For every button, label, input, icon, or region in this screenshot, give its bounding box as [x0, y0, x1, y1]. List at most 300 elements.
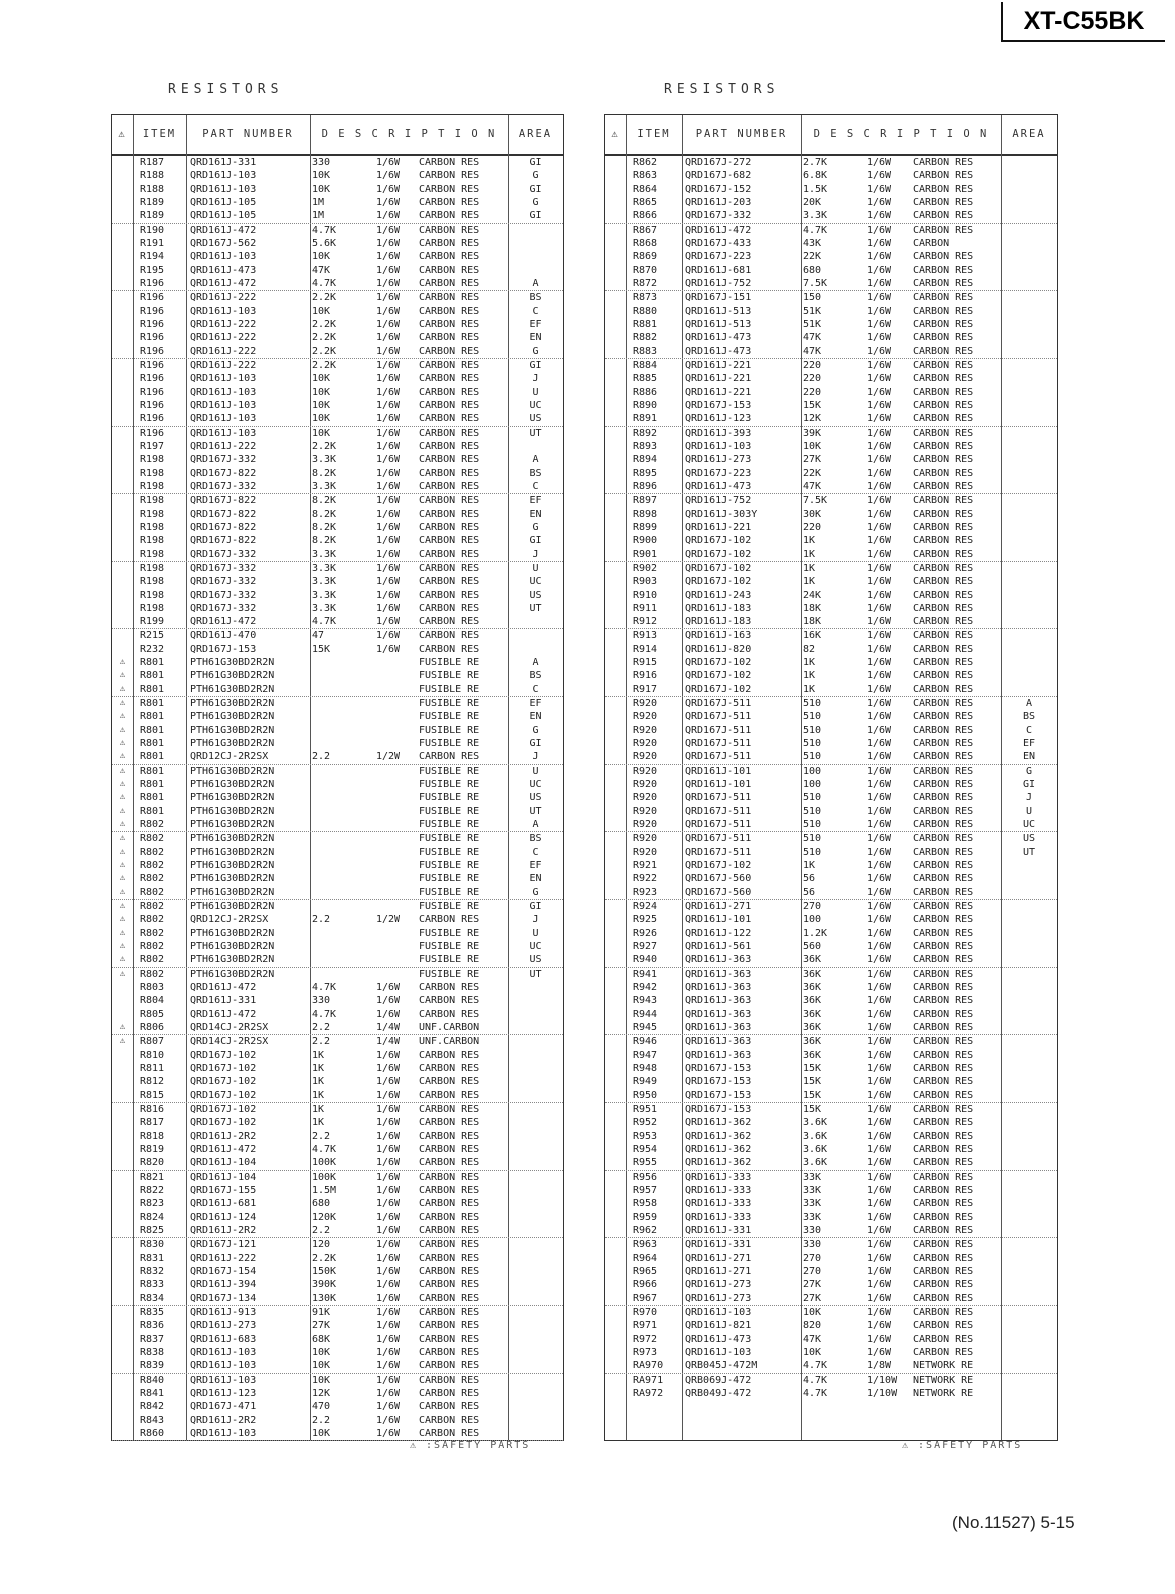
- power: 1/6W: [867, 413, 892, 425]
- power: 1/6W: [867, 480, 892, 492]
- table-row: [605, 412, 1057, 426]
- table-row: [605, 237, 1057, 250]
- value: 120: [312, 1239, 331, 1251]
- part-number: QRD161J-103: [685, 1346, 752, 1358]
- power: 1/6W: [376, 1198, 401, 1210]
- type: CARBON RES: [419, 1265, 480, 1277]
- part-number: QRD161J-222: [190, 1252, 257, 1264]
- power: 1/6W: [376, 562, 401, 574]
- part-number: QRD12CJ-2R2SX: [190, 914, 269, 926]
- part-number: QRD161J-362: [685, 1117, 752, 1129]
- area-code: J: [1025, 792, 1033, 804]
- part-number: QRD167J-822: [190, 467, 257, 479]
- value: 5.6K: [312, 237, 337, 249]
- table-row: [112, 1224, 563, 1238]
- value: 1K: [312, 1089, 325, 1101]
- safety-mark: ⚠: [119, 873, 126, 884]
- part-number: QRD161J-222: [190, 345, 257, 357]
- type: CARBON RES: [419, 359, 480, 371]
- part-number: QRD161J-472: [685, 224, 752, 236]
- type: CARBON RES: [419, 1198, 480, 1210]
- value: 510: [803, 711, 822, 723]
- value: 43K: [803, 237, 822, 249]
- part-number: QRD161J-331: [685, 1224, 752, 1236]
- table-row: [605, 818, 1057, 832]
- value: 10K: [312, 170, 331, 182]
- page-footer: (No.11527) 5-15: [952, 1513, 1075, 1532]
- item-ref: R948: [633, 1062, 658, 1074]
- value: 1K: [803, 562, 816, 574]
- table-row: [112, 968, 563, 981]
- table-row: [605, 291, 1057, 304]
- table-row: [605, 724, 1057, 737]
- part-number: QRD161J-221: [685, 386, 752, 398]
- item-ref: R920: [633, 833, 658, 845]
- value: 1K: [803, 535, 816, 547]
- table-row: [605, 1265, 1057, 1278]
- value: 10K: [312, 1346, 331, 1358]
- item-ref: R926: [633, 927, 658, 939]
- area-code: EF: [529, 860, 542, 872]
- item-ref: R802: [140, 846, 165, 858]
- part-number: QRD167J-511: [685, 698, 752, 710]
- type: CARBON RES: [913, 1171, 974, 1183]
- type: CARBON RES: [419, 318, 480, 330]
- type: FUSIBLE RE: [419, 846, 480, 858]
- table-row: [112, 1197, 563, 1210]
- type: FUSIBLE RE: [419, 792, 480, 804]
- power: 1/6W: [376, 399, 401, 411]
- area-code: UT: [1022, 846, 1036, 858]
- table-row: [605, 427, 1057, 440]
- power: 1/6W: [867, 386, 892, 398]
- part-number: QRD161J-473: [685, 480, 752, 492]
- value: 51K: [803, 318, 822, 330]
- area-code: UC: [529, 576, 542, 588]
- value: 3.6K: [803, 1157, 828, 1169]
- item-ref: R801: [140, 738, 165, 750]
- table-row: [605, 345, 1057, 359]
- item-ref: R196: [140, 292, 165, 304]
- value: 22K: [803, 467, 822, 479]
- power: 1/6W: [867, 1117, 892, 1129]
- item-ref: R922: [633, 873, 658, 885]
- table-row: [605, 1319, 1057, 1332]
- value: 27K: [803, 454, 822, 466]
- part-number: QRB045J-472M: [685, 1360, 758, 1372]
- value: 16K: [803, 630, 822, 642]
- table-row: [112, 710, 563, 723]
- item-ref: R913: [633, 630, 658, 642]
- type: CARBON RES: [913, 1306, 974, 1318]
- item-ref: R943: [633, 995, 658, 1007]
- type: FUSIBLE RE: [419, 657, 480, 669]
- power: 1/6W: [867, 860, 892, 872]
- item-ref: R840: [140, 1374, 165, 1386]
- power: 1/6W: [867, 724, 892, 736]
- item-ref: R920: [633, 846, 658, 858]
- item-ref: R801: [140, 698, 165, 710]
- value: 4.7K: [312, 616, 337, 628]
- table-row: [605, 548, 1057, 562]
- power: 1/6W: [867, 1184, 892, 1196]
- value: 18K: [803, 602, 822, 614]
- type: CARBON RES: [913, 860, 974, 872]
- value: 22K: [803, 251, 822, 263]
- type: CARBON RES: [913, 630, 974, 642]
- area-code: EF: [529, 495, 542, 507]
- power: 1/6W: [376, 576, 401, 588]
- area-code: EF: [529, 698, 542, 710]
- table-row: [112, 386, 563, 399]
- part-number: QRD161J-472: [190, 982, 257, 994]
- area-code: U: [532, 765, 539, 777]
- value: 15K: [803, 1076, 822, 1088]
- power: 1/6W: [867, 698, 892, 710]
- value: 8.2K: [312, 495, 337, 507]
- table-row: [605, 994, 1057, 1007]
- item-ref: R890: [633, 399, 658, 411]
- table-row: [605, 832, 1057, 845]
- type: CARBON RES: [913, 765, 974, 777]
- type: CARBON RES: [913, 576, 974, 588]
- part-number: QRD161J-103: [190, 413, 257, 425]
- item-ref: R197: [140, 440, 165, 452]
- value: 36K: [803, 1049, 822, 1061]
- item-ref: R900: [633, 535, 658, 547]
- area-code: US: [529, 954, 542, 966]
- power: 1/6W: [867, 779, 892, 791]
- type: CARBON RES: [913, 1076, 974, 1088]
- type: CARBON RES: [913, 886, 974, 898]
- item-ref: R195: [140, 264, 165, 276]
- item-ref: R198: [140, 562, 165, 574]
- area-code: A: [1025, 698, 1033, 710]
- part-number: QRD167J-121: [190, 1239, 257, 1251]
- value: 1.2K: [803, 927, 828, 939]
- power: 1/6W: [376, 196, 401, 208]
- item-ref: R802: [140, 886, 165, 898]
- value: 2.2: [312, 1022, 331, 1033]
- part-number: QRD167J-102: [685, 860, 752, 872]
- table-row: [112, 724, 563, 737]
- table-row: [112, 209, 563, 223]
- power: 1/6W: [376, 1306, 401, 1318]
- item-ref: R834: [140, 1292, 165, 1304]
- item-ref: R836: [140, 1320, 165, 1332]
- item-ref: R973: [633, 1346, 658, 1358]
- item-ref: R941: [633, 968, 658, 980]
- table-row: [112, 453, 563, 466]
- type: CARBON RES: [913, 751, 974, 763]
- value: 27K: [803, 1279, 822, 1291]
- part-number: PTH61G30BD2R2N: [190, 819, 275, 831]
- value: 4.7K: [803, 1374, 828, 1386]
- type: CARBON RES: [913, 1089, 974, 1101]
- item-ref: R801: [140, 779, 165, 791]
- power: 1/6W: [867, 982, 892, 994]
- power: 1/6W: [867, 495, 892, 507]
- table-row: [112, 1278, 563, 1291]
- item-ref: R954: [633, 1143, 658, 1155]
- part-number: QRD161J-513: [685, 305, 752, 317]
- safety-mark: ⚠: [119, 886, 126, 897]
- power: 1/6W: [867, 901, 892, 913]
- item-ref: R971: [633, 1320, 658, 1332]
- part-number: QRD167J-822: [190, 521, 257, 533]
- power: 1/6W: [376, 1089, 401, 1101]
- power: 1/6W: [867, 548, 892, 560]
- value: 100: [803, 779, 822, 791]
- item-ref: R198: [140, 467, 165, 479]
- value: 510: [803, 724, 822, 736]
- table-row: [112, 1116, 563, 1129]
- power: 1/6W: [867, 508, 892, 520]
- type: CARBON RES: [913, 495, 974, 507]
- item-ref: R958: [633, 1198, 658, 1210]
- part-number: QRD161J-122: [685, 927, 752, 939]
- power: 1/6W: [867, 1157, 892, 1169]
- table-row: [605, 372, 1057, 385]
- value: 4.7K: [803, 224, 828, 236]
- power: 1/6W: [376, 643, 401, 655]
- type: CARBON RES: [913, 480, 974, 492]
- power: 1/6W: [376, 589, 401, 601]
- type: CARBON RES: [913, 170, 974, 182]
- part-number: QRD161J-363: [685, 1008, 752, 1020]
- table-row: [112, 494, 563, 507]
- value: 10K: [312, 386, 331, 398]
- item-ref: R187: [140, 157, 165, 168]
- area-code: GI: [1022, 779, 1036, 791]
- area-code: BS: [1022, 711, 1036, 723]
- item-ref: R821: [140, 1171, 165, 1183]
- type: CARBON RES: [419, 1333, 480, 1345]
- type: CARBON RES: [913, 1346, 974, 1358]
- safety-parts-note-left: ⚠ :SAFETY PARTS: [410, 1440, 531, 1451]
- value: 4.7K: [803, 1387, 828, 1399]
- table-row: [112, 534, 563, 547]
- item-ref: R802: [140, 901, 165, 913]
- table-row: [605, 1387, 1057, 1400]
- value: 36K: [803, 995, 822, 1007]
- table-row: [112, 1062, 563, 1075]
- power: 1/6W: [867, 576, 892, 588]
- power: 1/6W: [867, 1239, 892, 1251]
- power: 1/6W: [376, 1279, 401, 1291]
- item-ref: R893: [633, 440, 658, 452]
- table-row: [605, 440, 1057, 453]
- power: 1/6W: [867, 427, 892, 439]
- type: CARBON RES: [419, 1252, 480, 1264]
- item-ref: R959: [633, 1211, 658, 1223]
- power: 1/6W: [376, 1346, 401, 1358]
- value: 100K: [312, 1157, 337, 1169]
- value: 8.2K: [312, 535, 337, 547]
- item-ref: R920: [633, 792, 658, 804]
- power: 1/6W: [867, 1333, 892, 1345]
- power: 1/6W: [867, 318, 892, 330]
- item-ref: R199: [140, 616, 165, 628]
- area-code: U: [532, 562, 539, 574]
- item-ref: R189: [140, 210, 165, 222]
- type: UNF.CARBON: [419, 1036, 480, 1048]
- part-number: QRD167J-153: [685, 1103, 752, 1115]
- part-number: QRD167J-511: [685, 751, 752, 763]
- type: CARBON RES: [913, 1320, 974, 1332]
- area-code: GI: [529, 157, 542, 168]
- part-number: QRD161J-472: [190, 277, 257, 289]
- power: 1/6W: [376, 630, 401, 642]
- table-row: [112, 1021, 563, 1035]
- item-ref: R860: [140, 1427, 165, 1439]
- area-code: G: [532, 345, 539, 357]
- value: 33K: [803, 1211, 822, 1223]
- part-number: PTH61G30BD2R2N: [190, 833, 275, 845]
- item-ref: R868: [633, 237, 658, 249]
- item-ref: R881: [633, 318, 658, 330]
- part-number: QRD167J-332: [190, 562, 257, 574]
- area-code: C: [532, 480, 539, 492]
- part-number: QRD167J-332: [190, 548, 257, 560]
- table-row: [605, 953, 1057, 967]
- table-row: [112, 1374, 563, 1387]
- table-row: [605, 1224, 1057, 1238]
- table-row: [605, 1333, 1057, 1346]
- power: 1/10W: [867, 1387, 898, 1399]
- type: CARBON RES: [419, 1184, 480, 1196]
- value: 1K: [803, 576, 816, 588]
- item-ref: R867: [633, 224, 658, 236]
- type: CARBON RES: [913, 305, 974, 317]
- item-ref: R869: [633, 251, 658, 263]
- value: 3.3K: [312, 576, 337, 588]
- value: 7.5K: [803, 277, 828, 289]
- area-column-header: AREA: [518, 128, 553, 140]
- type: CARBON RES: [419, 1103, 480, 1115]
- table-row: [605, 521, 1057, 534]
- table-row: [112, 224, 563, 237]
- value: 510: [803, 833, 822, 845]
- table-row: [605, 656, 1057, 669]
- power: 1/6W: [867, 332, 892, 344]
- value: 1K: [803, 548, 816, 560]
- item-ref: R801: [140, 683, 165, 695]
- table-row: [112, 359, 563, 372]
- type: CARBON RES: [913, 873, 974, 885]
- item-ref: R835: [140, 1306, 165, 1318]
- value: 2.2: [312, 914, 331, 926]
- item-ref: R896: [633, 480, 658, 492]
- power: 1/6W: [867, 805, 892, 817]
- table-row: [112, 1333, 563, 1346]
- type: CARBON RES: [913, 819, 974, 831]
- item-ref: R949: [633, 1076, 658, 1088]
- power: 1/6W: [376, 467, 401, 479]
- item-ref: R946: [633, 1036, 658, 1048]
- value: 4.7K: [312, 224, 337, 236]
- description-column-header: D E S C R I P T I O N: [321, 128, 497, 140]
- part-number: QRB069J-472: [685, 1374, 752, 1386]
- value: 56: [803, 873, 816, 885]
- type: CARBON RES: [419, 480, 480, 492]
- type: CARBON RES: [913, 698, 974, 710]
- part-number: QRD167J-433: [685, 237, 752, 249]
- area-code: US: [529, 792, 542, 804]
- table-row: [605, 710, 1057, 723]
- item-ref: R842: [140, 1401, 165, 1413]
- part-number: QRD161J-105: [190, 196, 257, 208]
- item-ref: R837: [140, 1333, 165, 1345]
- type: FUSIBLE RE: [419, 941, 480, 953]
- type: CARBON RES: [913, 1143, 974, 1155]
- type: CARBON RES: [913, 467, 974, 479]
- part-number: QRD161J-183: [685, 616, 752, 628]
- type: CARBON RES: [419, 1414, 480, 1426]
- value: 100: [803, 914, 822, 926]
- part-number: QRD167J-511: [685, 711, 752, 723]
- area-code: UC: [529, 399, 542, 411]
- type: CARBON RES: [419, 1171, 480, 1183]
- part-number: QRD161J-273: [685, 1292, 752, 1304]
- item-ref: R194: [140, 251, 165, 263]
- area-code: EF: [1022, 738, 1036, 750]
- table-row: [112, 196, 563, 209]
- area-code: EN: [529, 873, 542, 885]
- safety-mark: ⚠: [119, 792, 126, 803]
- table-row: [605, 602, 1057, 615]
- part-number: PTH61G30BD2R2N: [190, 805, 275, 817]
- part-number: QRD161J-183: [685, 602, 752, 614]
- area-code: G: [1025, 765, 1033, 777]
- part-number: QRD161J-363: [685, 1022, 752, 1033]
- type: CARBON RES: [419, 454, 480, 466]
- area-code: EN: [529, 508, 542, 520]
- part-number: PTH61G30BD2R2N: [190, 860, 275, 872]
- table-row: [605, 156, 1057, 169]
- item-ref: R817: [140, 1117, 165, 1129]
- part-number: QRD161J-363: [685, 1049, 752, 1061]
- table-row: [112, 399, 563, 412]
- table-row: [112, 1306, 563, 1319]
- type: CARBON RES: [419, 1008, 480, 1020]
- type: CARBON RES: [419, 1143, 480, 1155]
- item-ref: R955: [633, 1157, 658, 1169]
- table-row: [605, 1171, 1057, 1184]
- table-row: [605, 386, 1057, 399]
- type: CARBON RES: [419, 237, 480, 249]
- part-number: QRD167J-102: [685, 535, 752, 547]
- safety-mark: ⚠: [119, 711, 126, 722]
- type: FUSIBLE RE: [419, 698, 480, 710]
- power: 1/6W: [376, 1333, 401, 1345]
- type: CARBON RES: [913, 373, 974, 385]
- type: CARBON RES: [913, 521, 974, 533]
- part-number: QRD167J-151: [685, 292, 752, 304]
- part-number: QRD161J-752: [685, 277, 752, 289]
- value: 510: [803, 819, 822, 831]
- table-row: [112, 1089, 563, 1103]
- power: 1/6W: [867, 1224, 892, 1236]
- value: 680: [803, 264, 822, 276]
- table-row: [112, 237, 563, 250]
- table-row: [605, 765, 1057, 778]
- type: NETWORK RE: [913, 1387, 974, 1399]
- power: 1/6W: [376, 616, 401, 628]
- table-row: [605, 305, 1057, 318]
- value: 1M: [312, 210, 325, 222]
- item-ref: R198: [140, 589, 165, 601]
